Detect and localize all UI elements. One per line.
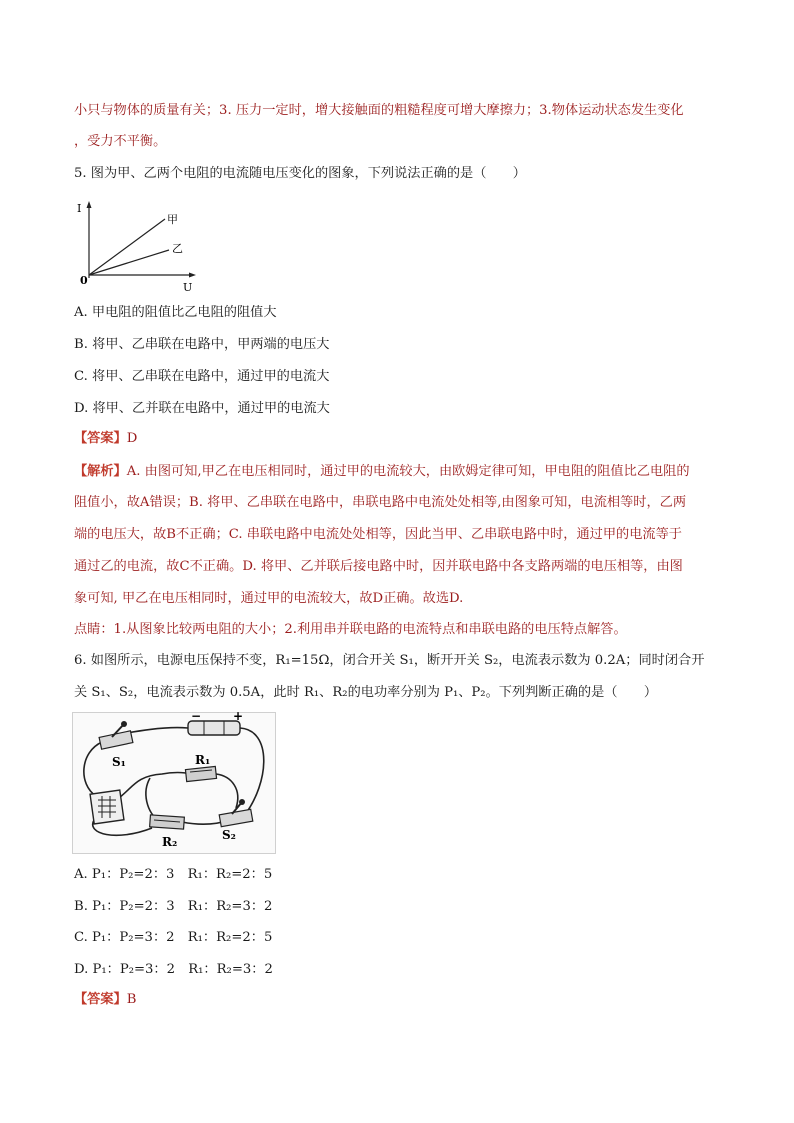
line-a-label: 甲	[167, 213, 178, 226]
q5-option-d: D. 将甲、乙并联在电路中，通过甲的电流大	[74, 401, 330, 416]
y-axis-label: I	[77, 202, 82, 215]
q5-tip: 点睛：1.从图象比较两电阻的大小；2.利用串并联电路的电流特点和串联电路的电压特点解答。	[74, 622, 627, 637]
q6-option-d: D. P₁：P₂=3：2 R₁：R₂=3：2	[74, 962, 273, 977]
q5-explanation-line-4: 通过乙的电流，故C不正确。D. 将甲、乙并联后接电路中时，因并联电路中各支路两端的电压相等，由图	[74, 559, 683, 574]
origin-label: 0	[80, 274, 88, 287]
q6-option-b: B. P₁：P₂=2：3 R₁：R₂=3：2	[74, 899, 273, 914]
resistor-r2-icon	[150, 815, 185, 829]
battery-minus-label: −	[191, 712, 202, 723]
q6-stem-line-2: 关 S₁、S₂，电流表示数为 0.5A，此时 R₁、R₂的电功率分别为 P₁、P₂。下列判断正确的是（ ）	[74, 685, 658, 700]
graph-line-a	[89, 219, 165, 275]
q5-explanation-line-1	[74, 463, 690, 481]
q5-stem: 5. 图为甲、乙两个电阻的电流随电压变化的图象，下列说法正确的是（ ）	[74, 166, 526, 181]
x-axis-arrow-icon	[189, 273, 196, 278]
continuation-line-1: 小只与物体的质量有关；3. 压力一定时，增大接触面的粗糙程度可增大摩擦力；3.物体运动状态发生变化	[74, 103, 684, 118]
q6-option-c: C. P₁：P₂=3：2 R₁：R₂=2：5	[74, 930, 273, 945]
graph-line-b	[89, 250, 169, 275]
q5-option-b: B. 将甲、乙串联在电路中，甲两端的电压大	[74, 337, 330, 352]
explanation-text: A. 由图可知,甲乙在电压相同时，通过甲的电流较大，由欧姆定律可知，甲电阻的阻值比乙电阻的	[126, 464, 690, 479]
q5-explanation-line-2: 阻值小，故A错误；B. 将甲、乙串联在电路中，串联电路中电流处处相等,由图象可知，电流相等时，乙两	[74, 495, 687, 510]
q5-explanation-line-3: 端的电压大，故B不正确；C. 串联电路中电流处处相等，因此当甲、乙串联电路中时，通过甲的电流等于	[74, 527, 682, 542]
q6-option-a: A. P₁：P₂=2：3 R₁：R₂=2：5	[74, 867, 273, 882]
q5-answer	[74, 430, 137, 448]
q6-stem-line-1: 6. 如图所示，电源电压保持不变，R₁=15Ω，闭合开关 S₁，断开开关 S₂，电流表示数为 0.2A；同时闭合开	[74, 653, 705, 668]
answer-value: D	[126, 431, 138, 446]
q5-iu-graph	[72, 196, 202, 292]
x-axis-label: U	[183, 281, 193, 292]
r1-label: R₁	[195, 753, 211, 767]
q6-circuit-photo	[72, 712, 276, 854]
answer-tag: 【答案】	[74, 992, 127, 1007]
continuation-line-2: ，受力不平衡。	[74, 134, 167, 149]
line-b-label: 乙	[172, 242, 183, 255]
s2-label: S₂	[222, 828, 236, 842]
answer-value: B	[126, 992, 137, 1007]
battery-icon	[188, 721, 240, 735]
q5-option-a: A. 甲电阻的阻值比乙电阻的阻值大	[74, 305, 277, 320]
s1-label: S₁	[112, 755, 126, 769]
q5-explanation-line-5: 象可知, 甲乙在电压相同时，通过甲的电流较大，故D正确。故选D.	[74, 591, 464, 606]
battery-plus-label: +	[233, 712, 244, 723]
resistor-r1-icon	[185, 766, 216, 781]
r2-label: R₂	[162, 835, 178, 849]
ammeter-icon	[90, 790, 124, 824]
q6-answer	[74, 991, 136, 1009]
answer-tag: 【答案】	[74, 431, 127, 446]
explanation-tag: 【解析】	[74, 464, 127, 479]
y-axis-arrow-icon	[87, 201, 92, 208]
q5-option-c: C. 将甲、乙串联在电路中，通过甲的电流大	[74, 369, 330, 384]
